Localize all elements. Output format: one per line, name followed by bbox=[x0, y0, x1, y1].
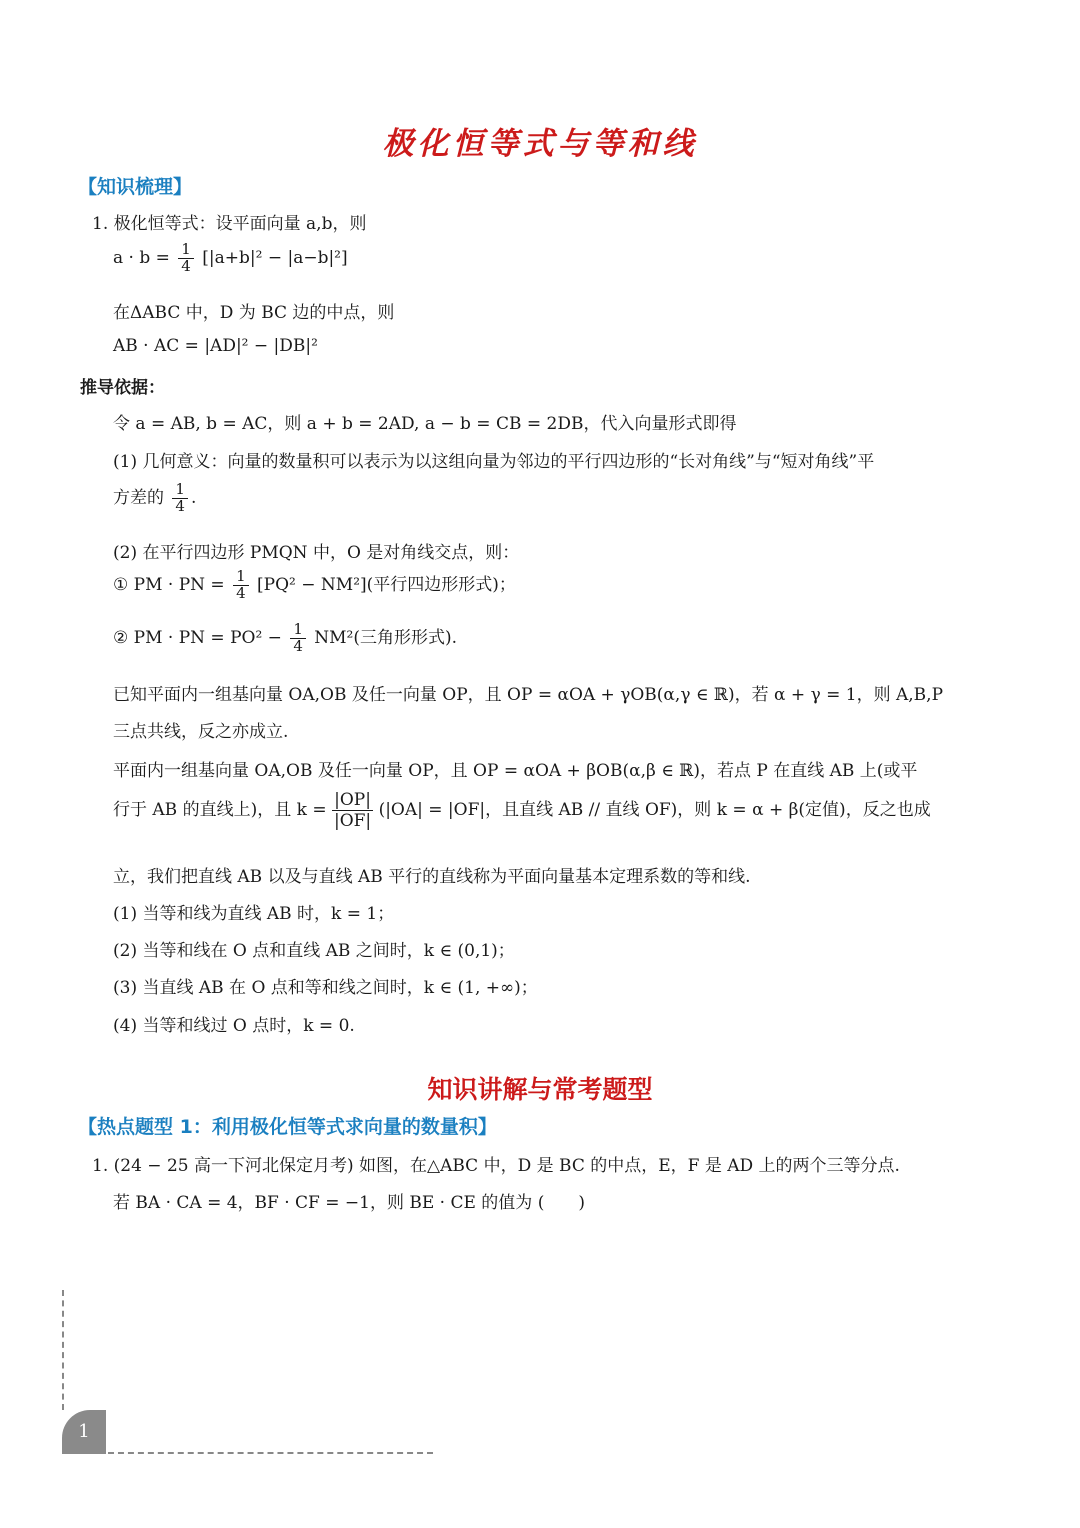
formula-triangle: AB · AC = |AD|² − |DB|² bbox=[113, 336, 318, 356]
text-line: 三点共线，反之亦成立. bbox=[113, 722, 289, 742]
text-line: 在ΔABC 中，D 为 BC 边的中点，则 bbox=[113, 303, 395, 323]
section-heading-knowledge: 【知识梳理】 bbox=[78, 176, 193, 198]
hot-topic-heading: 【热点题型 1：利用极化恒等式求向量的数量积】 bbox=[78, 1116, 497, 1138]
fraction: $\frac{1}{4}$ bbox=[172, 482, 188, 515]
text-line: 平面内一组基向量 OA,OB 及任一向量 OP，且 OP = αOA + βOB(α,β ∈ ℝ)，若点 P 在直线 AB 上(或平 bbox=[113, 761, 918, 781]
page-number: 1 bbox=[62, 1410, 106, 1454]
text-line: 已知平面内一组基向量 OA,OB 及任一向量 OP，且 OP = αOA + γOB(α,γ ∈ ℝ)，若 α + γ = 1，则 A,B,P bbox=[113, 685, 944, 705]
fraction: $\frac{1}{4}$ bbox=[233, 569, 249, 602]
question-line: 若 BA · CA = 4，BF · CF = −1，则 BE · CE 的值为 ( ) bbox=[113, 1193, 585, 1213]
text-line: 令 a = AB, b = AC，则 a + b = 2AD, a − b = CB = 2DB，代入向量形式即得 bbox=[113, 414, 737, 434]
text-line: 1. 极化恒等式：设平面向量 a,b，则 bbox=[92, 214, 367, 234]
text-line: (2) 在平行四边形 PMQN 中，O 是对角线交点，则： bbox=[113, 543, 520, 563]
subheading-derivation: 推导依据： bbox=[80, 378, 165, 398]
text-line: 方差的 $\frac{1}{4}$ . bbox=[113, 480, 197, 515]
page-border-dash bbox=[108, 1452, 433, 1454]
fraction: $\frac{1}{4}$ bbox=[290, 622, 306, 655]
formula-polarization: a · b = $\frac{1}{4}$ [|a+b|² − |a−b|²] bbox=[113, 240, 348, 275]
list-item: (3) 当直线 AB 在 O 点和等和线之间时，k ∈ (1, +∞)； bbox=[113, 978, 538, 998]
fraction: $\frac{|OP|}{|OF|}$ bbox=[333, 790, 372, 831]
question-line: 1. (24 − 25 高一下河北保定月考) 如图，在△ABC 中，D 是 BC 的中点，E，F 是 AD 上的两个三等分点. bbox=[92, 1156, 900, 1176]
formula-triangle-form: ② PM · PN = PO² − $\frac{1}{4}$ NM²(三角形形式). bbox=[113, 620, 458, 655]
page-title: 极化恒等式与等和线 bbox=[382, 126, 698, 162]
section-heading-lecture: 知识讲解与常考题型 bbox=[427, 1075, 653, 1104]
page-border-dash bbox=[62, 1290, 64, 1410]
formula-parallelogram: ① PM · PN = $\frac{1}{4}$ [PQ² − NM²](平行四边形形式)； bbox=[113, 567, 516, 602]
list-item: (4) 当等和线过 O 点时，k = 0. bbox=[113, 1016, 355, 1036]
list-item: (1) 当等和线为直线 AB 时，k = 1； bbox=[113, 904, 395, 924]
text-line: 立，我们把直线 AB 以及与直线 AB 平行的直线称为平面向量基本定理系数的等和线. bbox=[113, 867, 751, 887]
text-line: (1) 几何意义：向量的数量积可以表示为以这组向量为邻边的平行四边形的“长对角线”与“短对角线”平 bbox=[113, 452, 875, 472]
fraction: $\frac{1}{4}$ bbox=[178, 242, 194, 275]
text-line: 行于 AB 的直线上)，且 k = $\frac{|OP|}{|OF|}$ (|OA| = |OF|，且直线 AB // 直线 OF)，则 k = α + β(定值)，反之也成 bbox=[113, 790, 931, 831]
list-item: (2) 当等和线在 O 点和直线 AB 之间时，k ∈ (0,1)； bbox=[113, 941, 515, 961]
